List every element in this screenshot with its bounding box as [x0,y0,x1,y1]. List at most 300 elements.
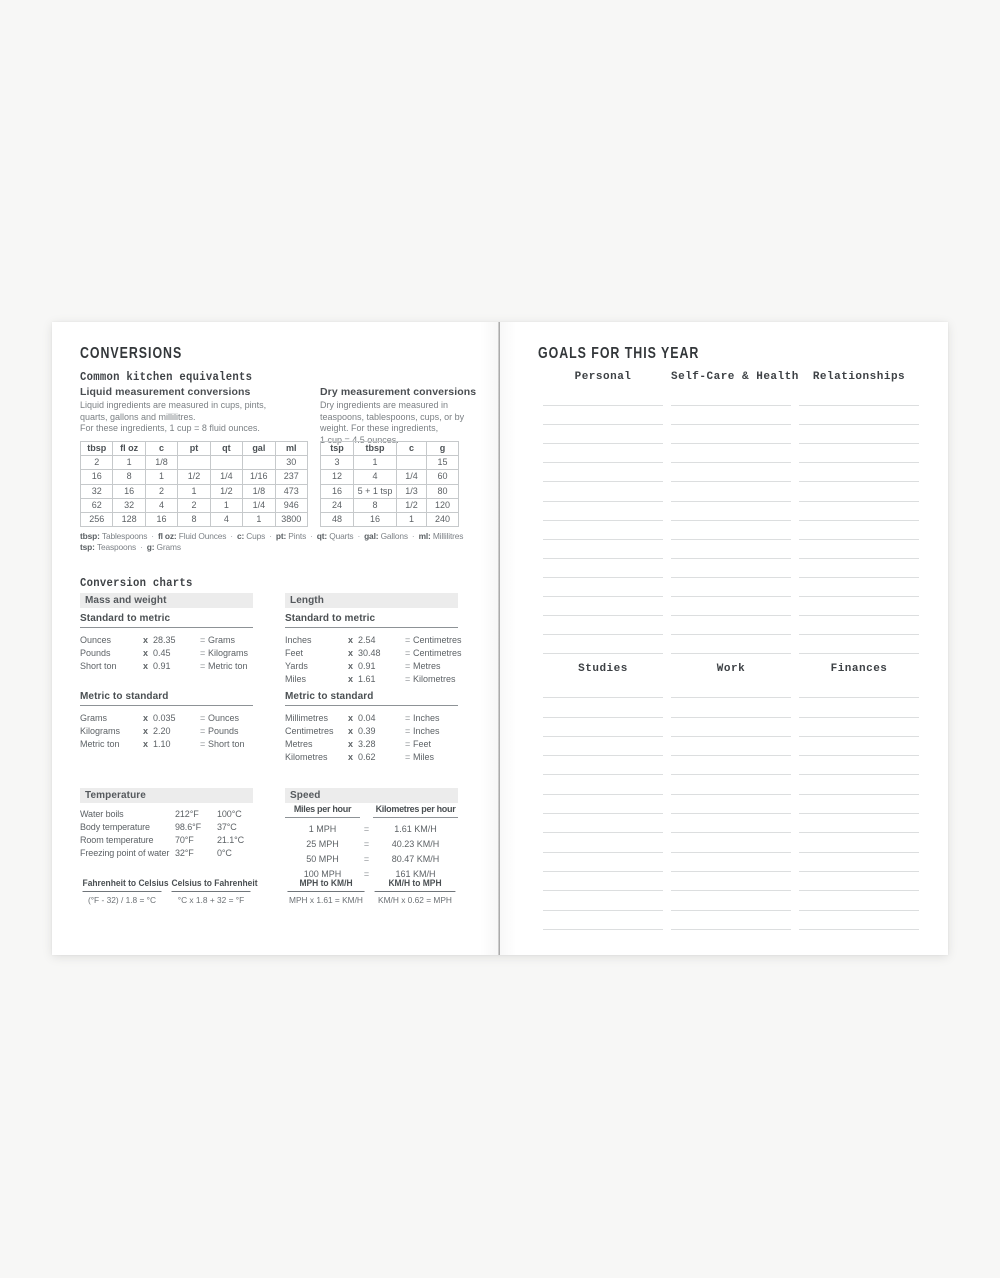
table-cell: 2 [145,484,177,498]
ruled-line [671,635,791,654]
ruled-line [543,406,663,425]
table-cell: 1 [397,513,427,527]
ruled-line [799,597,919,616]
legend-line [80,531,472,542]
conversion-cell: Short ton [208,739,245,749]
ruled-line [543,559,663,578]
liquid-conversions-description [80,400,285,435]
table-cell: 1/4 [243,498,275,512]
ruled-line [543,737,663,756]
conversion-cell: 3.28 [358,739,376,749]
conversion-subsection [80,691,253,751]
conversion-cell: x [348,661,354,671]
table-cell [210,456,242,470]
ruled-line [671,482,791,501]
formula-block [169,878,258,905]
table-cell: 1/4 [210,470,242,484]
ruled-line [799,833,919,852]
conversion-row [285,712,458,725]
conversion-cell: Miles [413,752,435,762]
ruled-line [543,616,663,635]
table-header-cell: c [397,442,427,456]
conversion-cell: 0.62 [358,752,376,762]
conversion-cell: = [200,648,206,658]
table-cell: 4 [145,498,177,512]
table-header-cell: tsp [321,442,354,456]
length-banner: Length [285,593,458,608]
speed-row [285,852,458,867]
goal-headings [543,663,919,679]
conversion-row [285,647,462,660]
conversion-cell: 1.61 [358,674,376,684]
ruled-line [543,502,663,521]
speed-mph-value: 100 MPH [303,869,342,879]
conversion-cell: Kilometres [413,674,456,684]
conversion-cell: 0.91 [358,661,376,671]
ruled-line [543,853,663,872]
conversion-cell: Metric ton [208,661,248,671]
table-row [321,513,459,527]
table-cell: 24 [321,498,354,512]
ruled-line [799,578,919,597]
conversion-cell: x [143,726,149,736]
formula-heading: KM/H to MPH [375,878,456,892]
table-row [321,470,459,484]
conversion-cell: 0.035 [153,713,176,723]
description-line: Liquid ingredients are measured in cups, pints, [80,400,267,410]
ruled-line [543,444,663,463]
conversion-cell: Centimetres [285,726,334,736]
legend-separator: · [230,531,233,541]
length-section [285,593,462,783]
spine [498,322,500,955]
ruled-line [799,775,919,794]
equals-sign: = [363,869,370,879]
ruled-line [671,463,791,482]
ruled-line [671,578,791,597]
description-line: teaspoons, tablespoons, cups, or by [320,411,465,422]
conversion-cell: = [200,739,206,749]
ruled-line [799,872,919,891]
conversion-cell: 0.04 [358,713,376,723]
ruled-line [543,597,663,616]
conversion-cell: = [405,635,411,645]
table-cell: 1/3 [397,484,427,498]
conversion-cell: Ounces [80,635,112,645]
table-cell: 16 [321,484,354,498]
legend-abbr: c: [236,531,247,541]
ruled-line [799,540,919,559]
legend-abbr: ml: [418,531,433,541]
ruled-line [543,387,663,406]
ruled-line [671,597,791,616]
table-cell: 16 [354,513,397,527]
liquid-conversion-table [80,441,308,527]
ruled-line [671,756,791,775]
table-header-cell: g [427,442,459,456]
description-line: weight. For these ingredients, [320,423,439,433]
goal-column-heading: Studies [578,663,628,675]
ruled-line [671,406,791,425]
ruled-line [543,872,663,891]
ruled-line [671,387,791,406]
conversion-cell: x [143,635,149,645]
speed-mph-value: 1 MPH [308,824,337,834]
goal-line-column [799,387,919,654]
ruled-line [799,502,919,521]
speed-column-heading: Miles per hour [285,804,360,818]
table-cell: 16 [81,470,113,484]
description-line: quarts, gallons and millilitres. [80,411,196,422]
conversion-cell: = [200,661,206,671]
temperature-cell: 100°C [217,809,242,819]
temperature-cell: 70°F [175,835,194,845]
table-cell: 1/8 [243,484,275,498]
conversion-cell: = [405,739,411,749]
ruled-line [543,718,663,737]
speed-row [285,837,458,852]
legend-abbr: tsp: [80,542,97,552]
speed-banner: Speed [285,788,458,803]
conversion-cell: Millimetres [285,713,329,723]
temperature-row [80,808,253,821]
conversion-cell: Feet [413,739,432,749]
conversion-cell: Inches [413,726,440,736]
ruled-line [671,679,791,698]
equals-sign: = [363,854,370,864]
speed-column-headings [285,804,458,818]
table-cell: 2 [178,498,210,512]
legend-term: Pints [288,531,307,541]
conversion-cell: Grams [80,713,107,723]
conversion-cell: x [143,648,149,658]
conversion-cell: = [405,661,411,671]
temperature-cell: 212°F [175,809,199,819]
table-cell: 2 [81,456,113,470]
temperature-cell: Freezing point of water [80,848,170,858]
table-row [81,513,308,527]
ruled-line [671,833,791,852]
legend-term: Cups [246,531,266,541]
ruled-line [799,635,919,654]
goal-headings [543,371,919,387]
conversion-charts-heading: Conversion charts [80,577,193,590]
table-header-cell: c [145,442,177,456]
ruled-line [671,559,791,578]
table-cell: 1 [113,456,145,470]
table-cell [397,456,427,470]
conversion-cell: 2.20 [153,726,171,736]
ruled-line [543,795,663,814]
table-cell: 1/2 [397,498,427,512]
table-cell: 32 [81,484,113,498]
table-row [81,484,308,498]
legend-abbr: g: [146,542,157,552]
conversion-row [285,725,458,738]
conversion-row [80,712,253,725]
temperature-cell: Body temperature [80,822,150,832]
table-cell: 1 [145,470,177,484]
mass-weight-section [80,593,253,783]
ruled-line [799,911,919,930]
goal-line-column [543,387,663,654]
conversion-cell: x [143,661,149,671]
conversion-subsection [80,613,253,673]
temperature-cell: Water boils [80,809,124,819]
goal-column-heading: Personal [574,371,632,383]
table-cell: 1/2 [178,470,210,484]
speed-row [285,822,458,837]
temperature-cell: 21.1°C [217,835,245,845]
legend-term: Tablespoons [101,531,148,541]
table-cell: 1/8 [145,456,177,470]
ruled-line [671,891,791,910]
subsection-heading: Metric to standard [80,691,253,706]
legend-abbr: tbsp: [80,531,102,541]
temperature-cell: 0°C [217,848,232,858]
conversion-cell: Pounds [80,648,111,658]
conversion-cell: Pounds [208,726,239,736]
subsection-heading: Standard to metric [285,613,458,628]
ruled-line [543,756,663,775]
formula-heading: MPH to KM/H [287,878,364,892]
ruled-line [671,444,791,463]
ruled-line [799,698,919,717]
table-cell: 5 + 1 tsp [354,484,397,498]
table-cell: 1 [354,456,397,470]
goal-line-column [543,679,663,930]
speed-rows [285,822,458,882]
dry-conversion-table [320,441,459,527]
conversion-cell: = [200,726,206,736]
legend-separator: · [310,531,313,541]
table-cell: 4 [210,513,242,527]
goal-column-heading: Finances [830,663,888,675]
ruled-line [543,911,663,930]
conversion-subsection [285,613,462,686]
speed-column-heading: Kilometres per hour [373,804,458,818]
planner-spread [52,322,948,955]
ruled-line [799,444,919,463]
temperature-section [80,788,258,933]
conversion-subsection [285,691,458,764]
goal-line-column [671,679,791,930]
temperature-banner: Temperature [80,788,253,803]
formula-block [80,878,169,905]
ruled-line [799,756,919,775]
conversion-cell: Centimetres [413,635,462,645]
table-cell: 60 [427,470,459,484]
formula-block [372,878,458,905]
conversion-cell: = [405,713,411,723]
conversion-cell: x [348,726,354,736]
ruled-line [671,737,791,756]
conversion-cell: 30.48 [358,648,381,658]
goal-column-heading: Self-Care & Health [671,371,799,383]
goal-lines [543,679,919,930]
legend-term: Teaspoons [96,542,137,552]
ruled-line [799,814,919,833]
table-cell [178,456,210,470]
temperature-cell: Room temperature [80,835,154,845]
conversion-cell: x [143,739,149,749]
ruled-line [799,616,919,635]
equals-sign: = [363,839,370,849]
table-cell: 32 [113,498,145,512]
legend-term: Millilitres [432,531,464,541]
table-row [321,456,459,470]
kitchen-equivalents-heading: Common kitchen equivalents [80,371,253,384]
ruled-line [799,406,919,425]
table-cell: 48 [321,513,354,527]
table-cell: 30 [275,456,307,470]
ruled-line [671,911,791,930]
speed-mph-value: 50 MPH [306,854,339,864]
conversion-cell: Grams [208,635,235,645]
left-page [52,322,500,955]
table-cell: 256 [81,513,113,527]
table-cell: 3800 [275,513,307,527]
page-title-conversions: CONVERSIONS [80,345,183,362]
conversion-cell: Kilometres [285,752,328,762]
conversion-row [80,634,253,647]
subsection-heading: Standard to metric [80,613,253,628]
legend-line [80,542,472,553]
speed-kmh-value: 40.23 KM/H [391,839,440,849]
legend-separator: · [357,531,361,541]
temperature-row [80,847,253,860]
legend-separator: · [269,531,272,541]
speed-kmh-value: 80.47 KM/H [391,854,440,864]
mass-weight-banner: Mass and weight [80,593,253,608]
conversion-cell: Kilograms [208,648,249,658]
description-line: Dry ingredients are measured in [320,400,449,410]
subsection-heading: Metric to standard [285,691,458,706]
ruled-line [799,559,919,578]
conversion-cell: x [348,635,354,645]
dry-conversions-heading: Dry measurement conversions [320,386,477,398]
table-header-row [81,442,308,456]
conversion-cell: Feet [285,648,304,658]
goal-column-heading: Work [716,663,746,675]
table-cell: 8 [354,498,397,512]
ruled-line [671,425,791,444]
goal-column-heading: Relationships [812,371,906,383]
ruled-line [799,679,919,698]
ruled-line [799,521,919,540]
table-row [81,456,308,470]
speed-formulas [285,878,458,905]
temperature-cell: 37°C [217,822,237,832]
conversion-cell: 0.91 [153,661,171,671]
conversion-cell: = [405,726,411,736]
legend-abbr: qt: [316,531,330,541]
ruled-line [799,891,919,910]
table-cell: 120 [427,498,459,512]
legend-abbr: pt: [275,531,289,541]
goal-group [543,371,919,654]
table-cell: 16 [113,484,145,498]
ruled-line [543,814,663,833]
table-cell: 1/4 [397,470,427,484]
conversion-cell: = [405,752,411,762]
conversion-row [285,751,458,764]
table-cell: 8 [113,470,145,484]
conversion-cell: x [348,674,354,684]
table-cell: 15 [427,456,459,470]
conversion-cell: = [200,635,206,645]
table-cell: 3 [321,456,354,470]
table-header-cell: gal [243,442,275,456]
ruled-line [799,387,919,406]
table-cell: 128 [113,513,145,527]
conversion-cell: 0.39 [358,726,376,736]
table-header-cell: fl oz [113,442,145,456]
table-header-cell: tbsp [354,442,397,456]
speed-kmh-value: 1.61 KM/H [394,824,437,834]
table-row [81,498,308,512]
goal-line-column [671,387,791,654]
legend-term: Grams [156,542,181,552]
table-row [321,498,459,512]
ruled-line [799,853,919,872]
table-cell: 1 [243,513,275,527]
table-cell: 473 [275,484,307,498]
conversion-cell: Kilograms [80,726,121,736]
conversion-cell: Short ton [80,661,117,671]
conversion-row [80,647,253,660]
table-cell: 1 [210,498,242,512]
ruled-line [543,425,663,444]
conversion-cell: Metres [285,739,313,749]
ruled-line [671,775,791,794]
legend-separator: · [140,542,143,552]
description-line: 1 cup = 4.5 ounces. [320,434,399,445]
speed-mph-value: 25 MPH [306,839,339,849]
formula-text: (°F - 32) / 1.8 = °C [87,895,157,905]
conversion-cell: Yards [285,661,308,671]
conversion-cell: Centimetres [413,648,462,658]
conversion-cell: x [348,713,354,723]
goal-lines [543,387,919,654]
goal-line-column [799,679,919,930]
ruled-line [543,540,663,559]
formula-text: °C x 1.8 + 32 = °F [177,895,245,905]
equals-sign: = [363,824,370,834]
dry-conversions-description [320,400,480,446]
temperature-cell: 98.6°F [175,822,202,832]
formula-text: MPH x 1.61 = KM/H [289,895,363,905]
ruled-line [799,425,919,444]
table-cell: 240 [427,513,459,527]
temperature-cell: 32°F [175,848,194,858]
legend-separator: · [151,531,154,541]
ruled-line [671,502,791,521]
formula-heading: Celsius to Fahrenheit [172,878,251,892]
conversion-row [80,725,253,738]
ruled-line [543,521,663,540]
ruled-line [543,463,663,482]
ruled-line [799,737,919,756]
temperature-row [80,834,253,847]
conversion-cell: Miles [285,674,307,684]
table-cell: 1/16 [243,470,275,484]
conversion-cell: = [405,648,411,658]
liquid-table [80,441,308,527]
temperature-rows [80,808,253,860]
conversion-cell: Ounces [208,713,240,723]
table-cell: 8 [178,513,210,527]
